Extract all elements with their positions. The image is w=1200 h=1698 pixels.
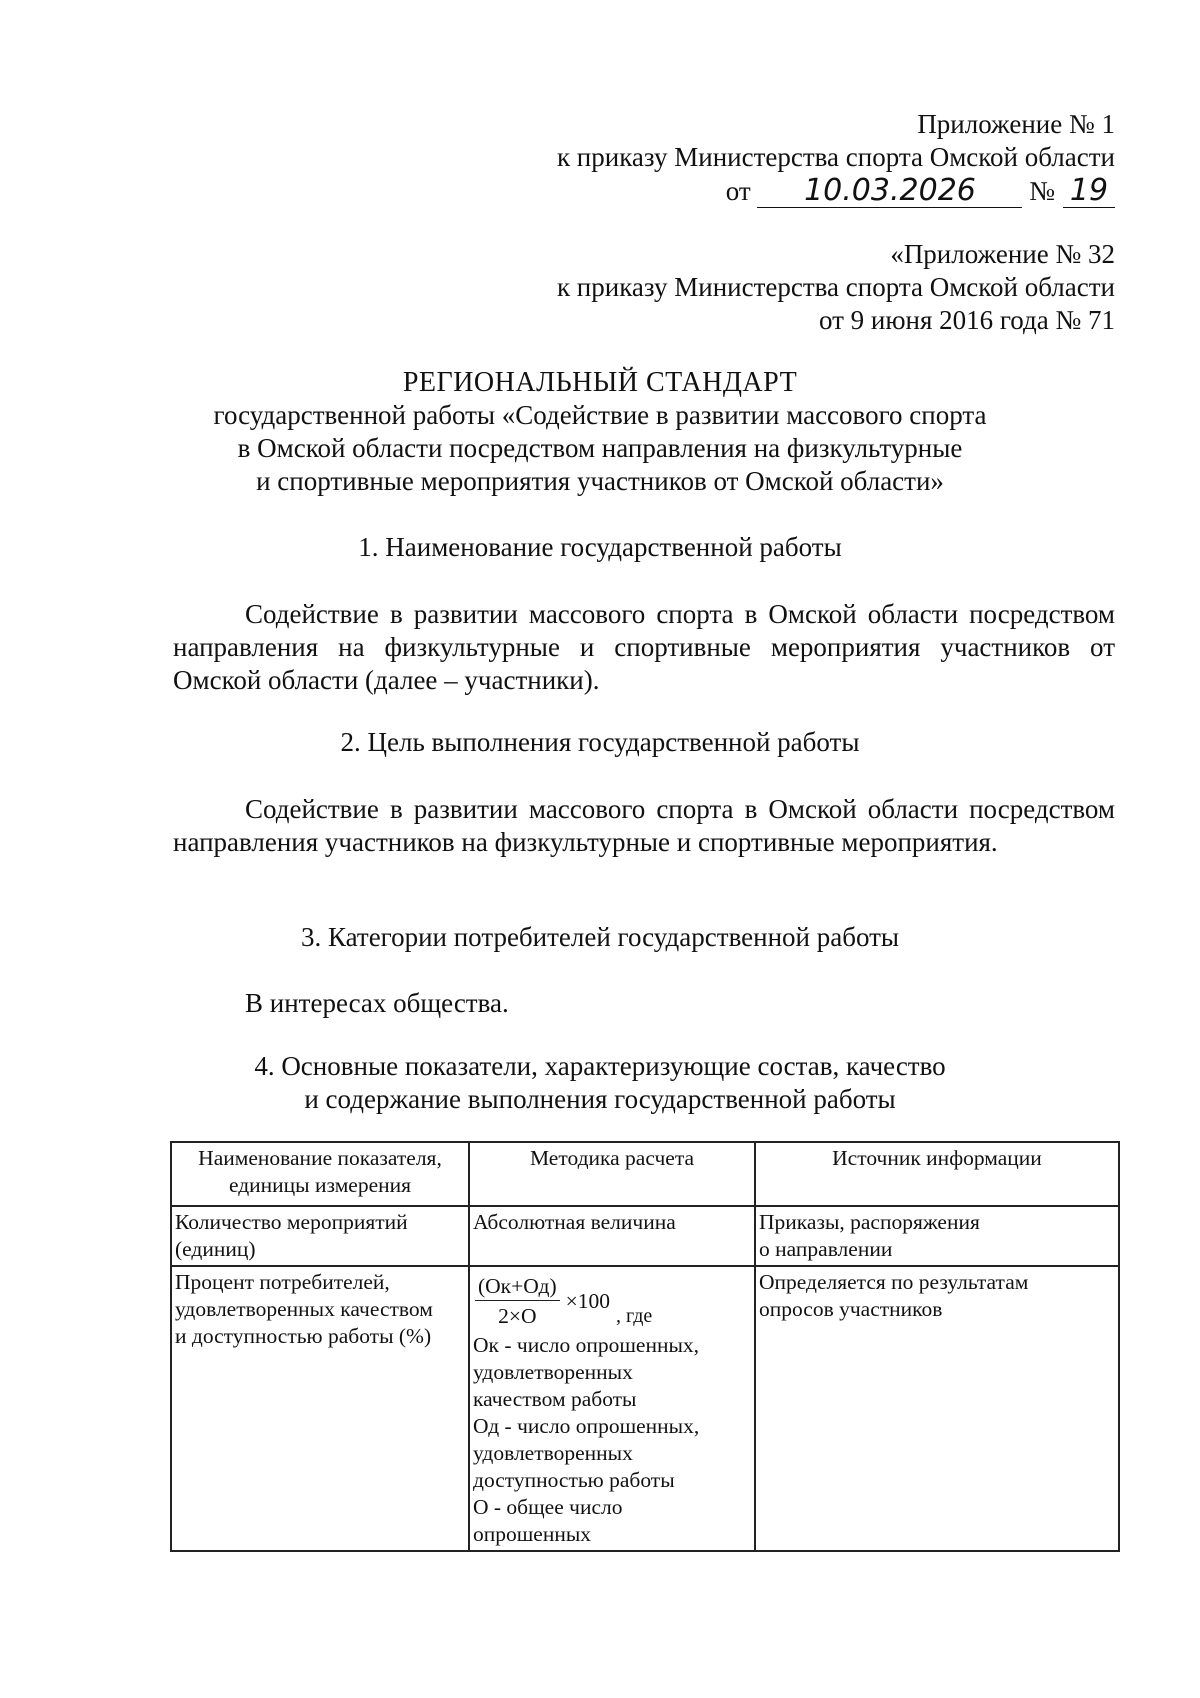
row2-name — [171, 1266, 469, 1551]
appendix-1-title: Приложение № 1 — [917, 109, 1115, 139]
formula-legend-line: качеством работы — [473, 1387, 637, 1411]
formula-legend-line: удовлетворенных — [473, 1441, 633, 1465]
section-1-text — [173, 598, 1115, 697]
satisfaction-formula — [475, 1273, 652, 1330]
handwritten-date: 10.03.2026 — [757, 174, 1022, 208]
row2-source — [755, 1266, 1119, 1551]
section-2-body: Содействие в развитии массового спорта в Омской области посредством направления участников на физкультурные и спортивные мероприятия. — [173, 794, 1115, 857]
row1-method: Абсолютная величина — [469, 1206, 755, 1266]
section-4-heading-line-2: и содержание выполнения государственной работы — [304, 1084, 896, 1114]
appendix-1-date-line — [557, 174, 1115, 208]
number-prefix: № — [1029, 176, 1055, 206]
title-line-1: государственной работы «Содействие в развитии массового спорта — [213, 400, 987, 430]
row1-name-line-1: Количество мероприятий — [175, 1210, 408, 1234]
section-1-body: Содействие в развитии массового спорта в Омской области посредством направления на физкультурные и спортивные мероприятия участников от Омской области (далее – участники). — [173, 599, 1115, 695]
formula-where: , где — [616, 1305, 653, 1327]
row1-source — [755, 1206, 1119, 1266]
row2-name-line-2: удовлетворенных качеством — [175, 1297, 433, 1321]
title-heading: РЕГИОНАЛЬНЫЙ СТАНДАРТ — [402, 367, 798, 398]
row2-source-line-1: Определяется по результатам — [759, 1270, 1029, 1294]
appendix-32-order-ref: к приказу Министерства спорта Омской области — [556, 272, 1115, 302]
title-line-2: в Омской области посредством направления на физкультурные — [237, 433, 963, 463]
section-1-heading: 1. Наименование государственной работы — [358, 532, 842, 562]
section-2-heading: 2. Цель выполнения государственной работы — [340, 727, 860, 757]
formula-numerator: (Ок+Од) — [475, 1273, 560, 1301]
appendix-1-order-ref: к приказу Министерства спорта Омской области — [556, 142, 1115, 172]
formula-fraction — [475, 1273, 560, 1330]
title-line-3: и спортивные мероприятия участников от Омской области» — [256, 466, 944, 496]
section-3-heading: 3. Категории потребителей государственной работы — [300, 922, 900, 952]
section-4-heading-line-1: 4. Основные показатели, характеризующие состав, качество — [254, 1051, 946, 1081]
date-prefix: от — [725, 176, 751, 206]
indicators-table — [170, 1141, 1120, 1552]
appendix-32-header — [557, 238, 1115, 337]
section-3-body: В интересах общества. — [245, 988, 509, 1018]
row2-method — [469, 1266, 755, 1551]
formula-legend-line: удовлетворенных — [473, 1360, 633, 1384]
section-3-text — [173, 987, 1115, 1020]
table-row — [171, 1206, 1119, 1266]
section-4-heading — [0, 1050, 1200, 1116]
formula-denominator: 2×О — [498, 1304, 537, 1328]
row2-name-line-1: Процент потребителей, — [175, 1270, 390, 1294]
formula-multiplier: ×100 — [565, 1289, 610, 1313]
header-indicator-name: Наименование показателя, единицы измерения — [171, 1142, 469, 1206]
formula-legend-line: доступностью работы — [473, 1468, 675, 1492]
table-header-row — [171, 1142, 1119, 1206]
header-method: Методика расчета — [469, 1142, 755, 1206]
document-title — [0, 366, 1200, 498]
table-row — [171, 1266, 1119, 1551]
row1-name-line-2: (единиц) — [175, 1237, 256, 1261]
row2-source-line-2: опросов участников — [759, 1297, 943, 1321]
formula-legend-line: Од - число опрошенных, — [473, 1414, 700, 1438]
formula-legend-line: Ок - число опрошенных, — [473, 1333, 700, 1357]
section-2-text — [173, 793, 1115, 859]
formula-legend-line: О - общее число — [473, 1495, 623, 1519]
appendix-32-date: от 9 июня 2016 года № 71 — [818, 305, 1115, 335]
row2-name-line-3: и доступностью работы (%) — [175, 1324, 432, 1348]
header-source: Источник информации — [755, 1142, 1119, 1206]
row1-name — [171, 1206, 469, 1266]
handwritten-number: 19 — [1063, 174, 1115, 208]
row1-source-line-1: Приказы, распоряжения — [759, 1210, 980, 1234]
formula-legend-line: опрошенных — [473, 1522, 592, 1546]
row1-source-line-2: о направлении — [759, 1237, 893, 1261]
appendix-1-header — [557, 108, 1115, 208]
appendix-32-title: «Приложение № 32 — [890, 239, 1115, 269]
